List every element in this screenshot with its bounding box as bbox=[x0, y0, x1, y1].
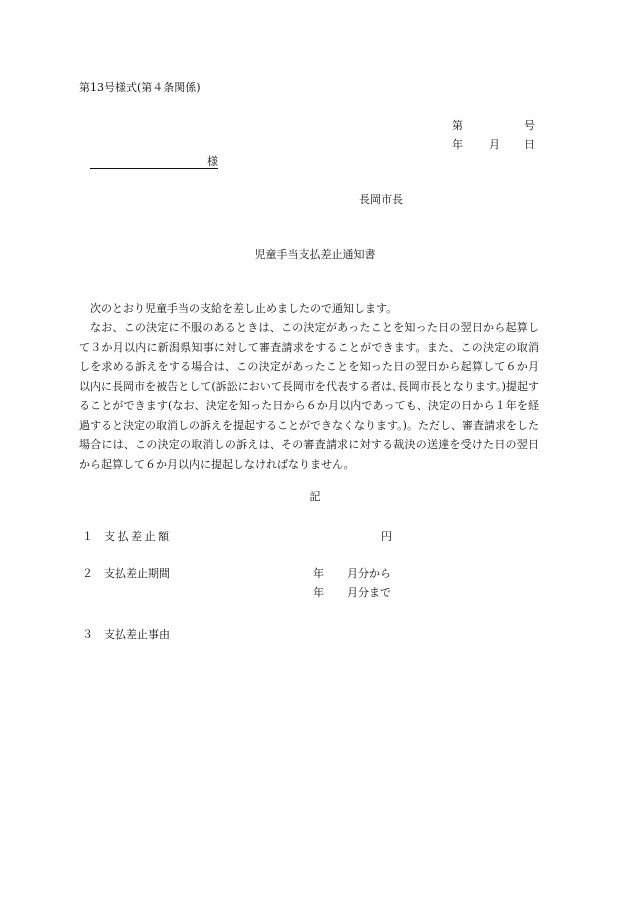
period-to-month: 月分まで bbox=[347, 586, 391, 599]
period-to-year: 年 bbox=[313, 586, 324, 599]
issue-number-suffix: 号 bbox=[524, 119, 535, 132]
body-paragraph-2: なお、この決定に不服のあるときは、この決定があったことを知った日の翌日から起算して３か月以内に新潟県知事に対して審査請求をすることができます。また、この決定の取消しを求める訴えをする場合は、この決定があったことを知った日の翌日から起算して６か月以内に長岡市を被告として(訴訟において長岡市を代表する者は､長岡市長となります。)提起することができます(なお、決定を知った日から６か月以内であっても、決定の日から１年を経過すると決定の取消しの訴えを提起することができなくなります。)。ただし、審査請求をした場合には、この決定の取消しの訴えは、その審査請求に対する裁決の送達を受けた日の翌日から起算して６か月以内に提起しなければなりません。 bbox=[79, 321, 539, 471]
form-number: 第13号様式(第４条関係) bbox=[79, 81, 201, 94]
item-3-number: ３ bbox=[82, 628, 93, 641]
date-year: 年 bbox=[452, 138, 463, 151]
recipient-honorific: 様 bbox=[207, 155, 218, 168]
issuer: 長岡市長 bbox=[359, 193, 403, 206]
period-from-month: 月分から bbox=[347, 567, 391, 580]
document-title: 児童手当支払差止通知書 bbox=[254, 248, 376, 261]
body-paragraph-1: 次のとおり児童手当の支給を差し止めましたので通知します。 bbox=[90, 302, 398, 315]
issue-number-prefix: 第 bbox=[452, 119, 463, 132]
recipient-name-line bbox=[90, 168, 218, 169]
item-1-number: １ bbox=[82, 530, 93, 543]
item-2-label: 支払差止期間 bbox=[104, 567, 170, 580]
item-1-unit: 円 bbox=[381, 530, 392, 543]
item-2-number: ２ bbox=[82, 567, 93, 580]
item-3-label: 支払差止事由 bbox=[104, 628, 170, 641]
date-day: 日 bbox=[524, 138, 535, 151]
ki-heading: 記 bbox=[309, 490, 321, 503]
date-month: 月 bbox=[489, 138, 500, 151]
period-from-year: 年 bbox=[313, 567, 324, 580]
item-1-label: 支払差止額 bbox=[104, 530, 172, 543]
